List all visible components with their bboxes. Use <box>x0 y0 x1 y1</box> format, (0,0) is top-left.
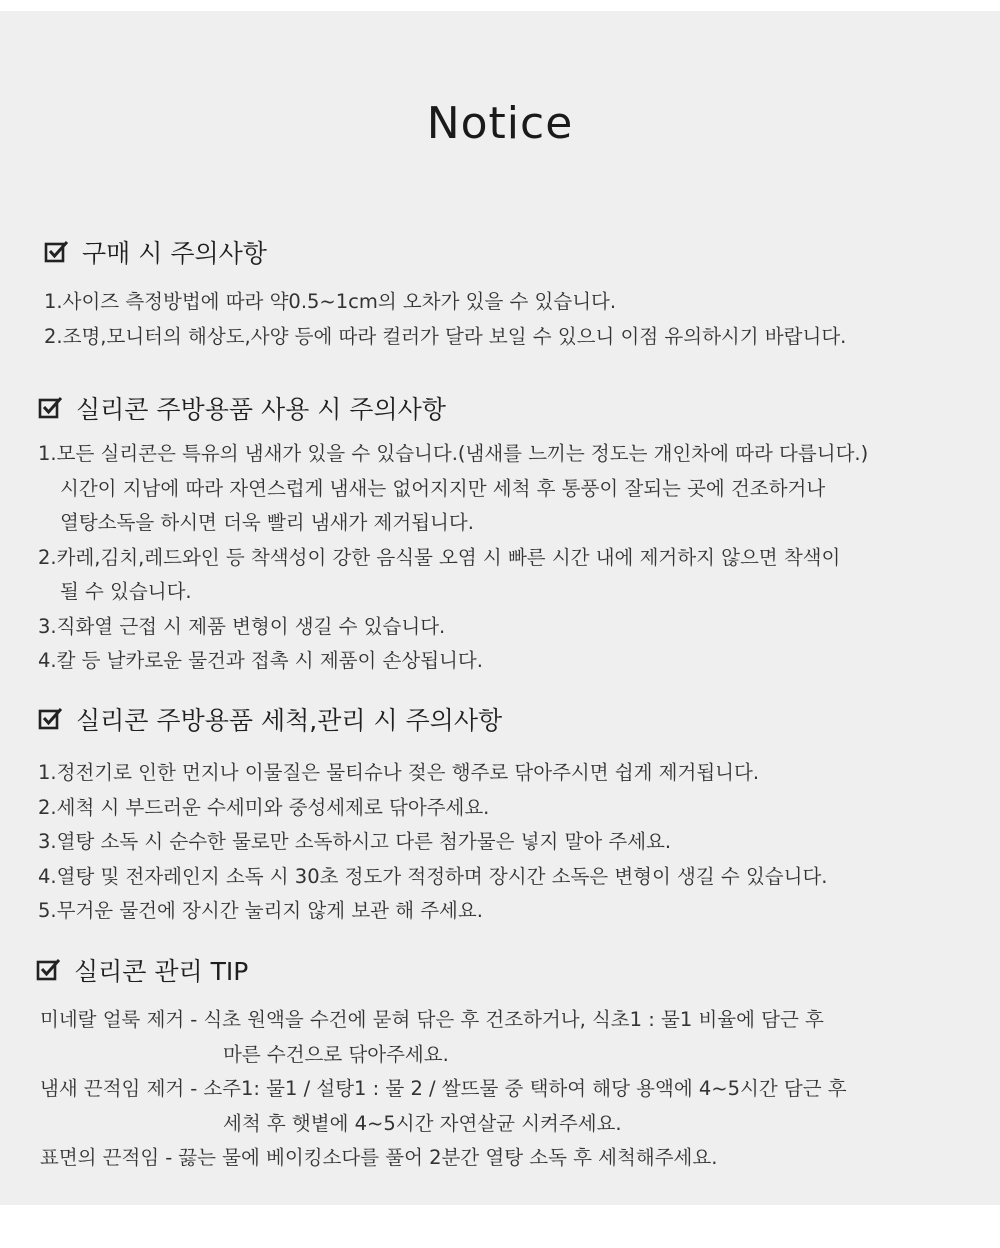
notice-line: 3.직화열 근접 시 제품 변형이 생길 수 있습니다. <box>38 614 446 638</box>
tip-continuation: 마른 수건으로 닦아주세요. <box>223 1042 449 1066</box>
notice-line: 1.정전기로 인한 먼지나 이물질은 물티슈나 젖은 행주로 닦아주시면 쉽게 제거됩니다. <box>38 761 760 784</box>
notice-line: 2.카레,김치,레드와인 등 착색성이 강한 음식물 오염 시 빠른 시간 내에 제거하지 않으면 착색이 <box>38 545 841 569</box>
notice-line: 열탕소독을 하시면 더욱 빨리 냄새가 제거됩니다. <box>60 511 474 534</box>
notice-line: 2.조명,모니터의 해상도,사양 등에 따라 컬러가 달라 보일 수 있으니 이점 유의하시기 바랍니다. <box>44 324 847 348</box>
section-heading <box>36 952 998 988</box>
checkbox-checked-icon <box>38 706 64 732</box>
tip-label: 냄새 끈적임 제거 <box>40 1077 185 1100</box>
notice-line: 1.모든 실리콘은 특유의 냄새가 있을 수 있습니다.(냄새를 느끼는 정도는 개인차에 따라 다릅니다.) <box>38 442 869 465</box>
checkbox-checked-icon <box>38 395 64 421</box>
section-heading <box>38 390 998 426</box>
tip-row <box>40 1141 998 1176</box>
notice-line: 시간이 지남에 따라 자연스럽게 냄새는 없어지지만 세척 후 통풍이 잘되는 곳에 건조하거나 <box>60 476 826 500</box>
tip-text: 식초 원액을 수건에 묻혀 닦은 후 건조하거나, 식초1 : 물1 비율에 담근 후 <box>203 1008 824 1031</box>
section-kitchen-use-notice <box>38 390 998 679</box>
section-heading <box>38 701 998 737</box>
notice-line: 4.칼 등 날카로운 물건과 접촉 시 제품이 손상됩니다. <box>38 649 483 672</box>
notice-line: 2.세척 시 부드러운 수세미와 중성세제로 닦아주세요. <box>38 795 490 819</box>
section-title: 실리콘 주방용품 세척,관리 시 주의사항 <box>76 706 503 735</box>
section-cleaning-notice <box>38 701 998 929</box>
tip-separator: - <box>190 1077 198 1100</box>
notice-line: 4.열탕 및 전자레인지 소독 시 30초 정도가 적정하며 장시간 소독은 변형이 생길 수 있습니다. <box>38 864 828 888</box>
section-care-tips <box>36 952 998 1176</box>
checkbox-checked-icon <box>36 957 62 983</box>
tip-continuation: 세척 후 햇볕에 4~5시간 자연살균 시켜주세요. <box>223 1111 622 1135</box>
checkbox-checked-icon <box>44 239 70 265</box>
section-title: 실리콘 주방용품 사용 시 주의사항 <box>76 395 446 424</box>
section-heading <box>44 234 994 270</box>
tip-separator: - <box>165 1146 173 1169</box>
tip-row <box>40 1003 998 1038</box>
notice-line: 될 수 있습니다. <box>60 580 192 603</box>
notice-line: 5.무거운 물건에 장시간 눌리지 않게 보관 해 주세요. <box>38 899 483 922</box>
tip-text: 소주1: 물1 / 설탕1 : 물 2 / 쌀뜨물 중 택하여 해당 용액에 4~5시간 담근 후 <box>203 1077 847 1100</box>
tip-label: 미네랄 얼룩 제거 <box>40 1008 185 1031</box>
tip-separator: - <box>190 1008 198 1031</box>
section-title: 실리콘 관리 TIP <box>74 957 249 986</box>
page-title: Notice <box>426 98 574 149</box>
tip-text: 끓는 물에 베이킹소다를 풀어 2분간 열탕 소독 후 세척해주세요. <box>178 1146 718 1169</box>
section-purchase-notice <box>44 234 994 354</box>
section-title: 구매 시 주의사항 <box>82 239 267 268</box>
notice-line: 3.열탕 소독 시 순수한 물로만 소독하시고 다른 첨가물은 넣지 말아 주세요. <box>38 830 672 853</box>
tip-row <box>40 1072 998 1107</box>
notice-line: 1.사이즈 측정방법에 따라 약0.5~1cm의 오차가 있을 수 있습니다. <box>44 290 617 313</box>
tip-label: 표면의 끈적임 <box>40 1146 160 1169</box>
